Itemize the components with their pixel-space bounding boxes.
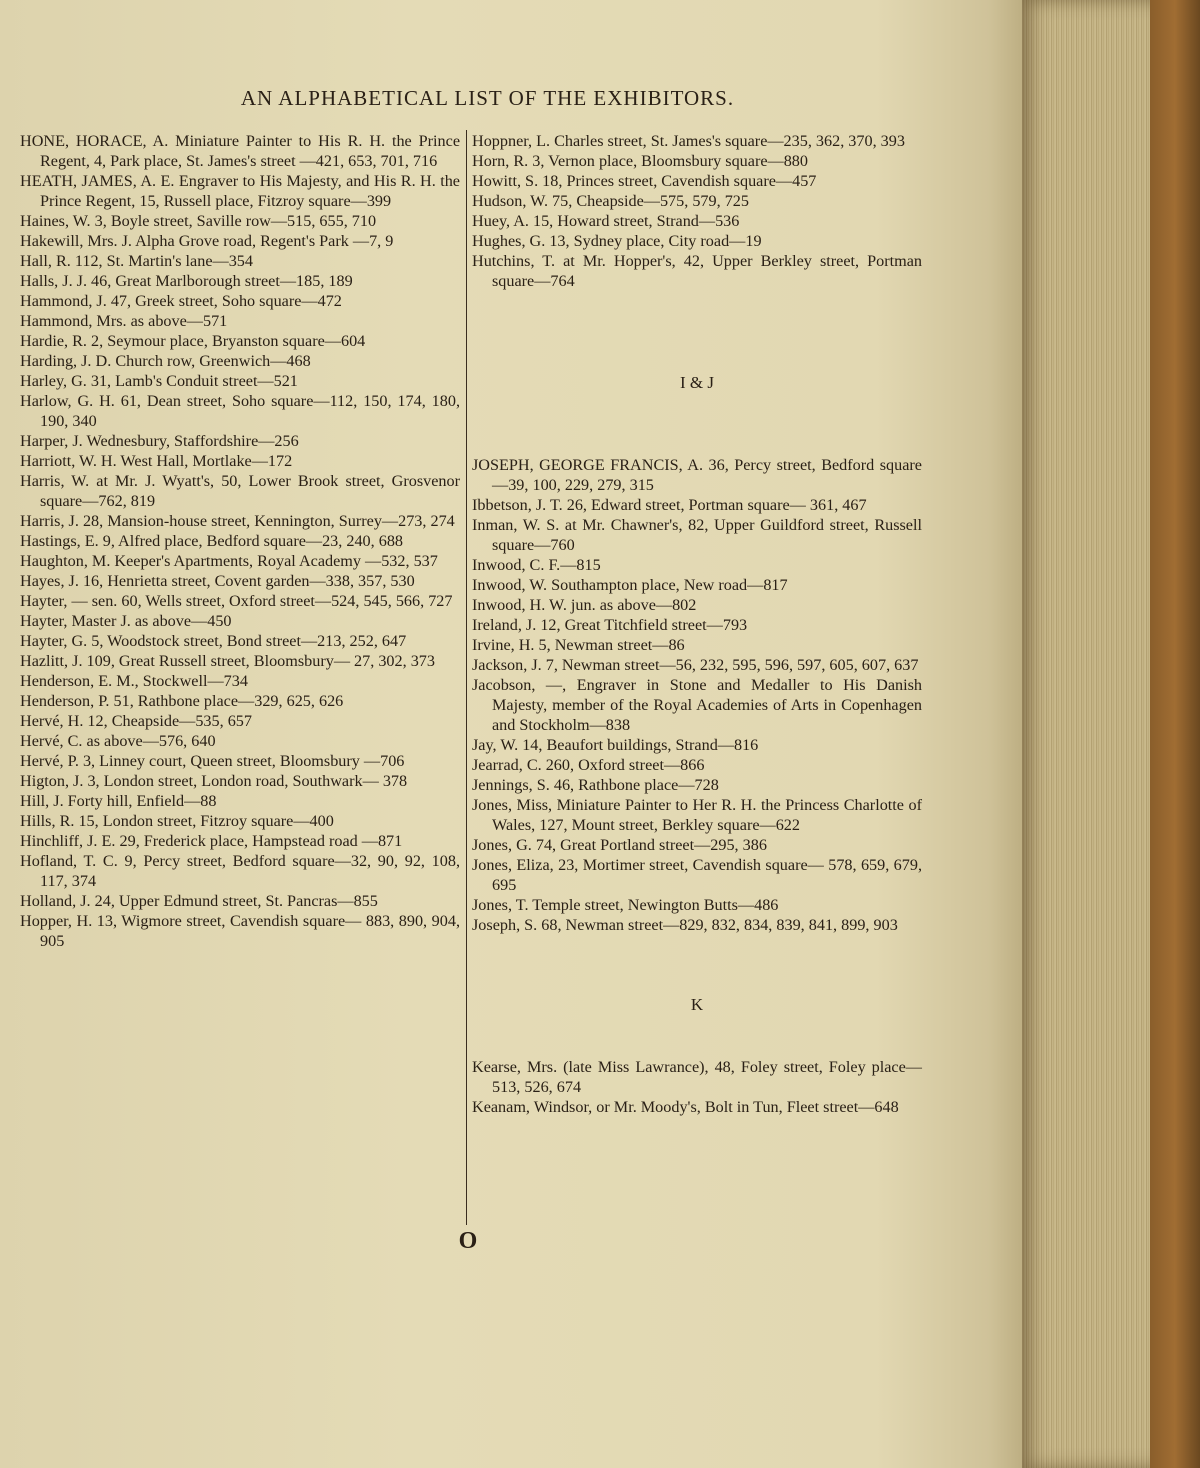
exhibitor-entry: Jennings, S. 46, Rathbone place—728 xyxy=(472,776,719,794)
exhibitor-entry: Haines, W. 3, Boyle street, Saville row—515, 655, 710 xyxy=(20,212,377,230)
exhibitor-entry: Hall, R. 112, St. Martin's lane—354 xyxy=(20,252,253,270)
exhibitor-entry: Harris, W. at Mr. J. Wyatt's, 50, Lower Brook street, Grosvenor square—762, 819 xyxy=(20,472,460,510)
exhibitor-entry: Kearse, Mrs. (late Miss Lawrance), 48, Foley street, Foley place—513, 526, 674 xyxy=(472,1058,922,1096)
exhibitor-entry: Hayes, J. 16, Henrietta street, Covent garden—338, 357, 530 xyxy=(20,572,415,590)
exhibitor-entry: Hayter, Master J. as above—450 xyxy=(20,612,232,630)
exhibitor-entry: Hammond, J. 47, Greek street, Soho square—472 xyxy=(20,292,342,310)
exhibitor-entry: Howitt, S. 18, Princes street, Cavendish square—457 xyxy=(472,172,817,190)
exhibitor-entry: Harriott, W. H. West Hall, Mortlake—172 xyxy=(20,452,293,470)
exhibitor-entry: Hardie, R. 2, Seymour place, Bryanston square—604 xyxy=(20,332,366,350)
exhibitor-entry: Harley, G. 31, Lamb's Conduit street—521 xyxy=(20,372,298,390)
entries-k xyxy=(472,1057,922,1117)
exhibitor-entry: Hughes, G. 13, Sydney place, City road—19 xyxy=(472,232,762,250)
exhibitor-entry: Henderson, P. 51, Rathbone place—329, 625, 626 xyxy=(20,692,344,710)
exhibitor-entry: Keanam, Windsor, or Mr. Moody's, Bolt in Tun, Fleet street—648 xyxy=(472,1098,899,1116)
exhibitor-entry: Higton, J. 3, London street, London road, Southwark— 378 xyxy=(20,772,408,790)
exhibitor-entry: Jackson, J. 7, Newman street—56, 232, 595, 596, 597, 605, 607, 637 xyxy=(472,656,919,674)
exhibitor-entry: Jones, Eliza, 23, Mortimer street, Cavendish square— 578, 659, 679, 695 xyxy=(472,856,922,894)
exhibitor-entry: Holland, J. 24, Upper Edmund street, St. Pancras—855 xyxy=(20,892,378,910)
exhibitor-entry: Hofland, T. C. 9, Percy street, Bedford square—32, 90, 92, 108, 117, 374 xyxy=(20,852,460,890)
right-column xyxy=(472,131,922,1117)
exhibitor-entry: Ireland, J. 12, Great Titchfield street—793 xyxy=(472,616,748,634)
exhibitor-entry: Jearrad, C. 260, Oxford street—866 xyxy=(472,756,705,774)
signature-mark: O xyxy=(458,1228,478,1254)
exhibitor-entry: Inwood, W. Southampton place, New road—817 xyxy=(472,576,788,594)
section-heading-k: K xyxy=(690,995,704,1014)
exhibitor-entry: Jones, G. 74, Great Portland street—295, 386 xyxy=(472,836,767,854)
exhibitor-entry: Hudson, W. 75, Cheapside—575, 579, 725 xyxy=(472,192,749,210)
exhibitor-entry: Hervé, H. 12, Cheapside—535, 657 xyxy=(20,712,252,730)
exhibitor-entry: Hastings, E. 9, Alfred place, Bedford square—23, 240, 688 xyxy=(20,532,404,550)
exhibitor-entry: Jones, T. Temple street, Newington Butts—486 xyxy=(472,896,779,914)
exhibitor-entry: Hill, J. Forty hill, Enfield—88 xyxy=(20,792,217,810)
exhibitor-entry: Ibbetson, J. T. 26, Edward street, Portman square— 361, 467 xyxy=(472,496,867,514)
exhibitor-entry: Hayter, — sen. 60, Wells street, Oxford street—524, 545, 566, 727 xyxy=(20,592,453,610)
exhibitor-entry: Harper, J. Wednesbury, Staffordshire—256 xyxy=(20,432,299,450)
exhibitor-entry: Inwood, H. W. jun. as above—802 xyxy=(472,596,697,614)
book-cover xyxy=(1150,0,1200,1468)
exhibitor-entry: Hervé, P. 3, Linney court, Queen street, Bloomsbury —706 xyxy=(20,752,405,770)
section-heading-i-j: I & J xyxy=(680,373,714,392)
exhibitor-entry: Hammond, Mrs. as above—571 xyxy=(20,312,228,330)
exhibitor-entry: Horn, R. 3, Vernon place, Bloomsbury square—880 xyxy=(472,152,808,170)
page-header: AN ALPHABETICAL LIST OF THE EXHIBITORS. xyxy=(240,86,735,110)
exhibitor-entry: Hills, R. 15, London street, Fitzroy square—400 xyxy=(20,812,334,830)
exhibitor-entry: Huey, A. 15, Howard street, Strand—536 xyxy=(472,212,740,230)
exhibitor-entry: JOSEPH, GEORGE FRANCIS, A. 36, Percy street, Bedford square—39, 100, 229, 279, 315 xyxy=(472,456,922,494)
exhibitor-entry: Inman, W. S. at Mr. Chawner's, 82, Upper Guildford street, Russell square—760 xyxy=(472,516,922,554)
exhibitor-entry: Hervé, C. as above—576, 640 xyxy=(20,732,216,750)
exhibitor-entry: Jones, Miss, Miniature Painter to Her R. H. the Princess Charlotte of Wales, 127, Mount street, Berkley square—622 xyxy=(472,796,922,834)
exhibitor-entry: HONE, HORACE, A. Miniature Painter to His R. H. the Prince Regent, 4, Park place, St. James's street —421, 653, 701, 716 xyxy=(20,132,460,170)
exhibitor-entry: Inwood, C. F.—815 xyxy=(472,556,601,574)
exhibitor-entry: Harding, J. D. Church row, Greenwich—468 xyxy=(20,352,311,370)
exhibitor-entry: Hakewill, Mrs. J. Alpha Grove road, Regent's Park —7, 9 xyxy=(20,232,394,250)
exhibitor-entry: Jay, W. 14, Beaufort buildings, Strand—816 xyxy=(472,736,759,754)
exhibitor-entry: Hopper, H. 13, Wigmore street, Cavendish square— 883, 890, 904, 905 xyxy=(20,912,460,950)
exhibitor-entry: Hutchins, T. at Mr. Hopper's, 42, Upper Berkley street, Portman square—764 xyxy=(472,252,922,290)
entries-h-continued xyxy=(472,131,922,291)
exhibitor-entry: HEATH, JAMES, A. E. Engraver to His Majesty, and His R. H. the Prince Regent, 15, Russell place, Fitzroy square—399 xyxy=(20,172,460,210)
exhibitor-entry: Irvine, H. 5, Newman street—86 xyxy=(472,636,685,654)
exhibitor-entry: Hoppner, L. Charles street, St. James's square—235, 362, 370, 393 xyxy=(472,132,905,150)
exhibitor-entry: Haughton, M. Keeper's Apartments, Royal Academy —532, 537 xyxy=(20,552,438,570)
exhibitor-entry: Henderson, E. M., Stockwell—734 xyxy=(20,672,248,690)
exhibitor-entry: Hayter, G. 5, Woodstock street, Bond street—213, 252, 647 xyxy=(20,632,407,650)
exhibitor-entry: Hinchliff, J. E. 29, Frederick place, Hampstead road —871 xyxy=(20,832,403,850)
column-divider xyxy=(466,130,467,1225)
left-column xyxy=(20,131,460,951)
exhibitor-entry: Halls, J. J. 46, Great Marlborough street—185, 189 xyxy=(20,272,353,290)
exhibitor-entry: Jacobson, —, Engraver in Stone and Medaller to His Danish Majesty, member of the Royal Academies of Arts in Copenhagen and Stockholm—838 xyxy=(472,676,922,734)
exhibitor-entry: Harris, J. 28, Mansion-house street, Kennington, Surrey—273, 274 xyxy=(20,512,455,530)
exhibitor-entry: Hazlitt, J. 109, Great Russell street, Bloomsbury— 27, 302, 373 xyxy=(20,652,435,670)
entries-i-j xyxy=(472,455,922,935)
exhibitor-entry: Joseph, S. 68, Newman street—829, 832, 834, 839, 841, 899, 903 xyxy=(472,916,898,934)
exhibitor-entry: Harlow, G. H. 61, Dean street, Soho square—112, 150, 174, 180, 190, 340 xyxy=(20,392,460,430)
